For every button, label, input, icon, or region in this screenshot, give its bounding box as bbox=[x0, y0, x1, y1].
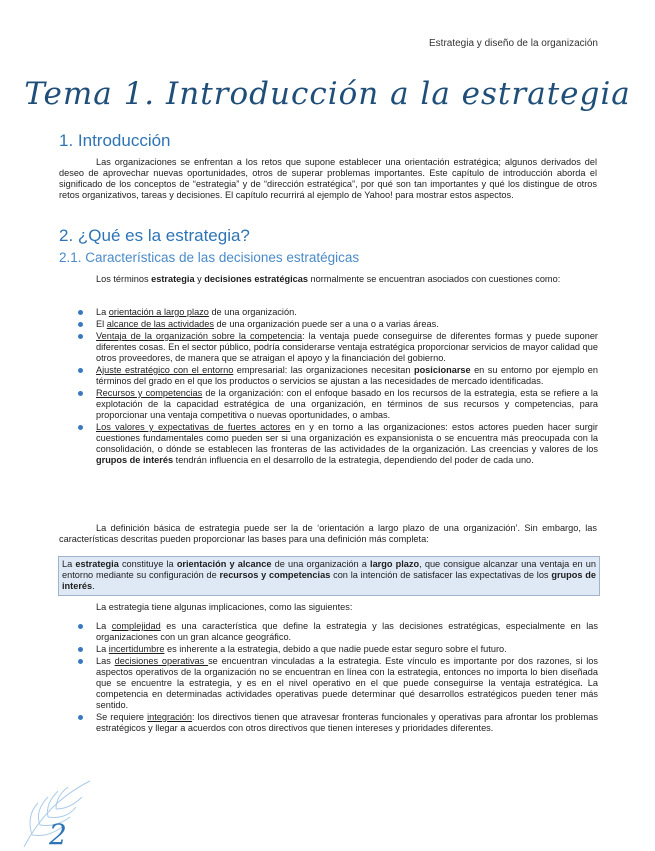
definition-box bbox=[58, 556, 600, 596]
chapter-title: Tema 1. Introducción a la estrategia bbox=[24, 76, 631, 112]
definition-intro-paragraph bbox=[59, 523, 597, 545]
term-estrategia: estrategia bbox=[151, 274, 195, 284]
text: normalmente se encuentran asociados con cuestiones como: bbox=[307, 274, 561, 284]
bullet-icon bbox=[78, 647, 83, 652]
bullet-icon bbox=[78, 659, 83, 664]
subsection-heading: 2.1. Características de las decisiones estratégicas bbox=[59, 250, 360, 265]
underlined-term: incertidumbre bbox=[108, 644, 165, 654]
underlined-term: Recursos y competencias bbox=[96, 388, 203, 398]
terms-paragraph bbox=[59, 274, 597, 285]
text: tendrán influencia en el desarrollo de la estrategia, dependiendo del poder de cada uno. bbox=[173, 455, 534, 465]
text: y bbox=[194, 274, 205, 284]
list-item bbox=[78, 307, 598, 318]
bold-term: grupos de interés bbox=[62, 570, 596, 592]
bullet-icon bbox=[78, 715, 83, 720]
bold-term: recursos y competencias bbox=[219, 570, 331, 581]
implications-list bbox=[78, 621, 598, 735]
text: La estrategia tiene algunas implicaciones, como las siguientes: bbox=[96, 602, 353, 612]
underlined-term: alcance de las actividades bbox=[106, 319, 214, 329]
list-item bbox=[78, 644, 598, 655]
text: con la intención de satisfacer las expectativas de los bbox=[330, 570, 552, 581]
list-item bbox=[78, 331, 598, 364]
text: : la ventaja puede conseguirse de diferentes formas y puede suponer diferentes cosas. En el sector público, podría considerarse ventaja estratégica proporcionar servicios de mayor calidad que otros proveedores, de manera que se atraigan el apoyo y la financiación del gobierno. bbox=[96, 331, 598, 363]
bullet-icon bbox=[78, 334, 83, 339]
text: es inherente a la estrategia, debido a que nadie puede estar seguro sobre el futuro. bbox=[164, 644, 507, 654]
text: La definición básica de estrategia puede ser la de ‘orientación a largo plazo de una organización’. Sin embargo, las características descritas pueden proporcionar las bases para una definición más completa: bbox=[59, 523, 597, 544]
list-item bbox=[78, 656, 598, 711]
underlined-term: Los valores y expectativas de fuertes actores bbox=[96, 422, 291, 432]
text: . bbox=[92, 581, 95, 592]
text: La bbox=[62, 559, 76, 569]
implications-intro bbox=[59, 602, 597, 613]
bullet-icon bbox=[78, 624, 83, 629]
text: El bbox=[96, 319, 107, 329]
text: de una organización puede ser a una o a varias áreas. bbox=[214, 319, 439, 329]
bold-term: largo plazo bbox=[370, 559, 420, 569]
bold-term: grupos de interés bbox=[96, 455, 174, 465]
bullet-icon bbox=[78, 322, 83, 327]
text: en su entorno por ejemplo en términos del grado en el que los productos o servicios se ajustan a las necesidades de mercado identificadas. bbox=[96, 365, 599, 386]
text: en y en torno a las organizaciones: estos actores pueden hacer surgir cuestiones fundamentales como pueden ser si una organización es expansionista o se encuentra más preocupada con la consolidación, o dónde se establecen las fronteras de las actividades de la organización. Las creencias y valores de los bbox=[96, 422, 598, 454]
text: de una organización. bbox=[208, 307, 297, 317]
bullet-icon bbox=[78, 310, 83, 315]
list-item bbox=[78, 388, 598, 421]
text: , que consigue alcanzar una ventaja en un entorno mediante su configuración de bbox=[62, 559, 596, 581]
characteristics-list bbox=[78, 307, 598, 467]
text: es una característica que define la estrategia y las decisiones estratégicas, especialmente en las organizaciones con un gran alcance geográfico. bbox=[96, 621, 598, 642]
intro-paragraph bbox=[59, 157, 597, 201]
text: de la organización: con el enfoque basado en los recursos de la estrategia, esta se refiere a la explotación de la capacidad estratégica de una organización, en términos de sus recursos y competencias, para proporcionar una ventaja competitiva o nuevas oportunidades, o ambas. bbox=[96, 388, 598, 420]
term-decisiones: decisiones estratégicas bbox=[204, 274, 308, 284]
text: Los términos bbox=[96, 274, 152, 284]
text: La bbox=[96, 644, 109, 654]
list-item bbox=[78, 365, 598, 387]
list-item bbox=[78, 621, 598, 643]
intro-paragraph-text: Las organizaciones se enfrentan a los retos que supone establecer una orientación estratégica; algunos derivados del deseo de aprovechar nuevas oportunidades, otros de superar problemas importantes. Este capítulo de introducción aborda el significado de los conceptos de “estrategia” y de “dirección estratégica”, por qué son tan importantes y qué los distingue de otros retos organizativos, tareas y decisiones. El capítulo recurrirá al ejemplo de Yahoo! para mostrar estos aspectos. bbox=[59, 157, 597, 200]
underlined-term: orientación a largo plazo bbox=[108, 307, 209, 317]
bold-term: posicionarse bbox=[413, 365, 471, 375]
text: La bbox=[96, 621, 112, 631]
running-header: Estrategia y diseño de la organización bbox=[429, 38, 598, 49]
list-item bbox=[78, 319, 598, 330]
section-heading-que-es: 2. ¿Qué es la estrategia? bbox=[59, 226, 250, 245]
text: La bbox=[96, 307, 109, 317]
underlined-term: complejidad bbox=[111, 621, 161, 631]
list-item bbox=[78, 422, 598, 466]
text: de una organización a bbox=[271, 559, 371, 569]
bold-term: orientación y alcance bbox=[176, 559, 272, 569]
section-heading-introduccion: 1. Introducción bbox=[59, 131, 171, 150]
text: empresarial: las organizaciones necesitan bbox=[233, 365, 414, 375]
text: constituye la bbox=[118, 559, 177, 569]
text: Las bbox=[96, 656, 115, 666]
underlined-term: Ventaja de la organización sobre la competencia bbox=[96, 331, 303, 341]
underlined-term: integración bbox=[147, 712, 193, 722]
text: se encuentran vinculadas a la estrategia. Este vínculo es importante por dos razones, si los aspectos operativos de la organización no se encuentran en línea con la estrategia, entonces no importa lo bien diseñada que se encuentre la estrategia, y es en el nivel operativo en el que puede conseguirse la ventaja estratégica. La competencia en determinadas actividades operativas puede determinar qué desarrollos estratégicos pueden tener más sentido. bbox=[96, 656, 598, 710]
text: : los directivos tienen que atravesar fronteras funcionales y operativas para afrontar los problemas estratégicos y llegar a acuerdos con otros directivos que tienen intereses y prioridades diferentes. bbox=[96, 712, 598, 733]
text: Se requiere bbox=[96, 712, 148, 722]
underlined-term: Ajuste estratégico con el entorno bbox=[96, 365, 234, 375]
bullet-icon bbox=[78, 368, 83, 373]
page-number: 2 bbox=[49, 818, 67, 851]
bold-term: estrategia bbox=[75, 559, 119, 569]
underlined-term: decisiones operativas bbox=[114, 656, 209, 666]
list-item bbox=[78, 712, 598, 734]
bullet-icon bbox=[78, 425, 83, 430]
bullet-icon bbox=[78, 391, 83, 396]
